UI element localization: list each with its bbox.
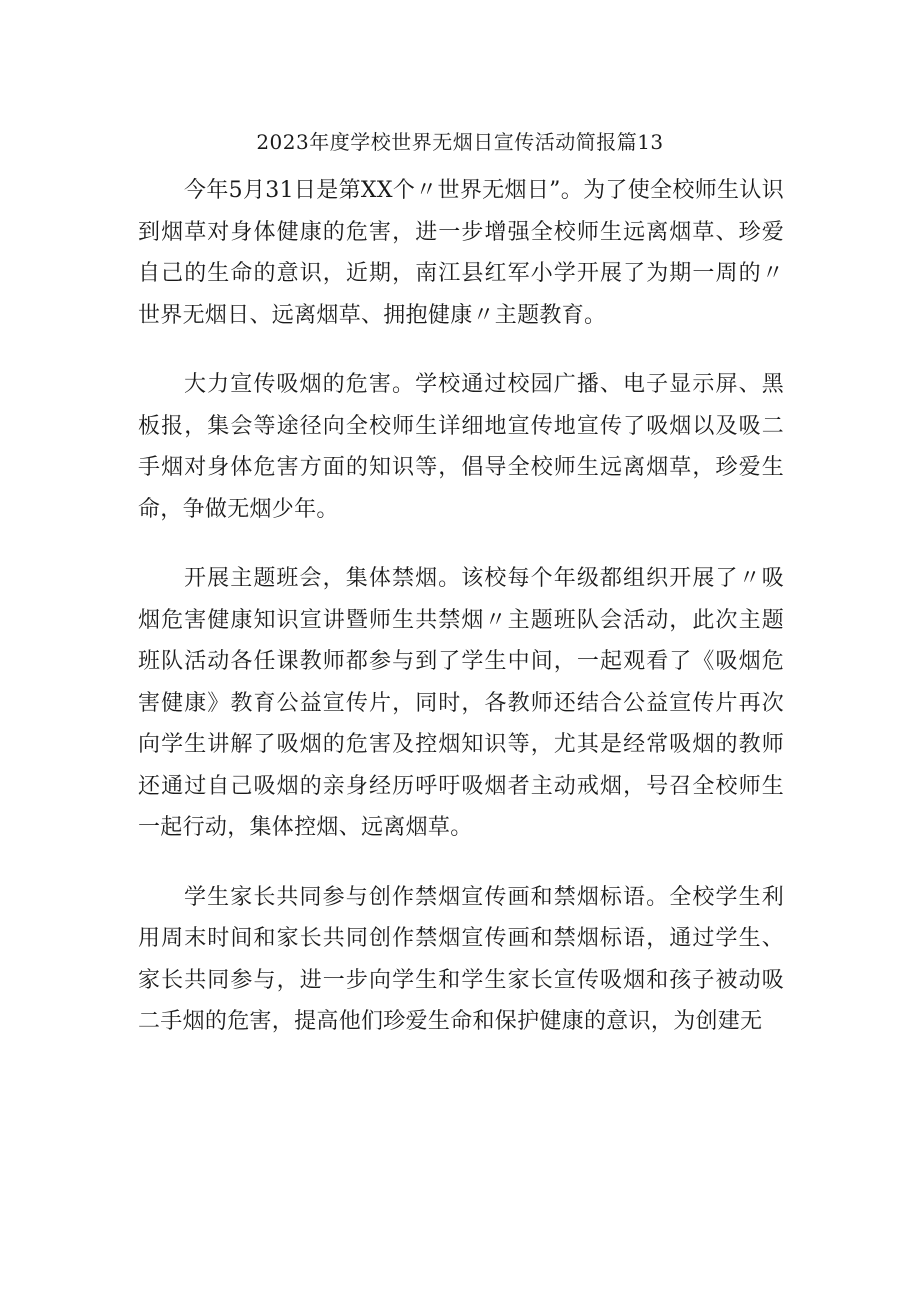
paragraph-parents: 学生家长共同参与创作禁烟宣传画和禁烟标语。全校学生利用周末时间和家长共同创作禁烟宣传画和禁烟标语，通过学生、家长共同参与，进一步向学生和学生家长宣传吸烟和孩子被动吸二手烟的危害，提高他们珍爱生命和保护健康的意识，为创建无 [138,884,784,1034]
document-body [138,170,784,1071]
paragraph-intro: 今年5月31日是第XX个〃世界无烟日”。为了使全校师生认识到烟草对身体健康的危害，进一步增强全校师生远离烟草、珍爱自己的生命的意识，近期，南江县红军小学开展了为期一周的〃世界无烟日、远离烟草、拥抱健康〃主题教育。 [138,178,784,328]
paragraph-class-meeting: 开展主题班会，集体禁烟。该校每个年级都组织开展了〃吸烟危害健康知识宣讲暨师生共禁烟〃主题班队会活动，此次主题班队活动各任课教师都参与到了学生中间，一起观看了《吸烟危害健康》教育公益宣传片，同时，各教师还结合公益宣传片再次向学生讲解了吸烟的危害及控烟知识等，尤其是经常吸烟的教师还通过自己吸烟的亲身经历呼吁吸烟者主动戒烟，号召全校师生一起行动，集体控烟、远离烟草。 [138,566,784,840]
document-title: 2023年度学校世界无烟日宣传活动简报篇13 [256,130,664,154]
paragraph-publicity: 大力宣传吸烟的危害。学校通过校园广播、电子显示屏、黑板报，集会等途径向全校师生详细地宣传地宣传了吸烟以及吸二手烟对身体危害方面的知识等，倡导全校师生远离烟草，珍爱生命，争做无烟少年。 [138,372,784,522]
